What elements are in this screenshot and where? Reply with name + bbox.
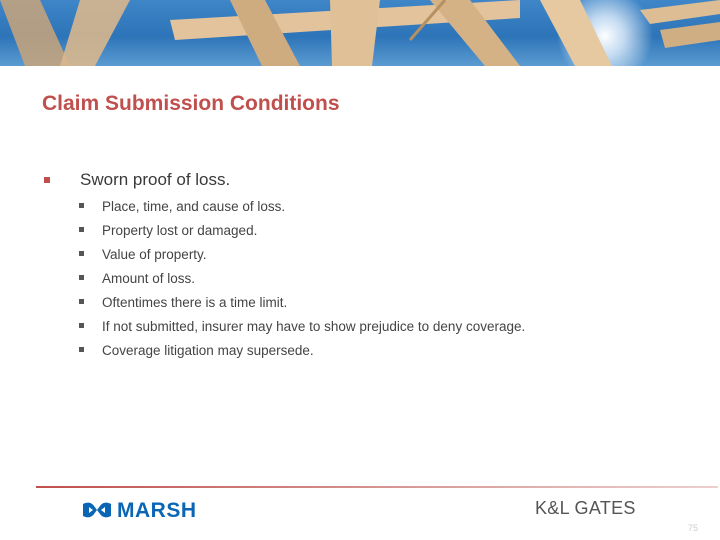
sub-bullet-text: Coverage litigation may supersede. <box>102 343 314 358</box>
bullet-marker <box>79 227 84 232</box>
bullet-marker <box>79 299 84 304</box>
sub-bullet-text: If not submitted, insurer may have to show prejudice to deny coverage. <box>102 319 526 334</box>
slide-title: Claim Submission Conditions <box>42 92 340 115</box>
marsh-logo-text: MARSH <box>117 499 197 522</box>
bullet-marker <box>79 323 84 328</box>
bullet-marker <box>44 177 50 183</box>
sub-bullet-text: Oftentimes there is a time limit. <box>102 295 288 310</box>
header-banner-photo <box>0 0 720 66</box>
bullet-marker <box>79 251 84 256</box>
sub-bullet-text: Amount of loss. <box>102 271 196 286</box>
sub-bullet-text: Place, time, and cause of loss. <box>102 199 286 214</box>
sub-bullet-text: Property lost or damaged. <box>102 223 258 238</box>
footer-divider <box>36 486 718 488</box>
page-number: 75 <box>688 523 699 533</box>
bullet-marker <box>79 203 84 208</box>
bullet-marker <box>79 275 84 280</box>
marsh-logo-icon <box>82 501 112 519</box>
bullet-marker <box>79 347 84 352</box>
sub-bullet-text: Value of property. <box>102 247 207 262</box>
klgates-logo-text: K&L GATES <box>535 498 636 518</box>
main-bullet-text: Sworn proof of loss. <box>80 170 231 189</box>
